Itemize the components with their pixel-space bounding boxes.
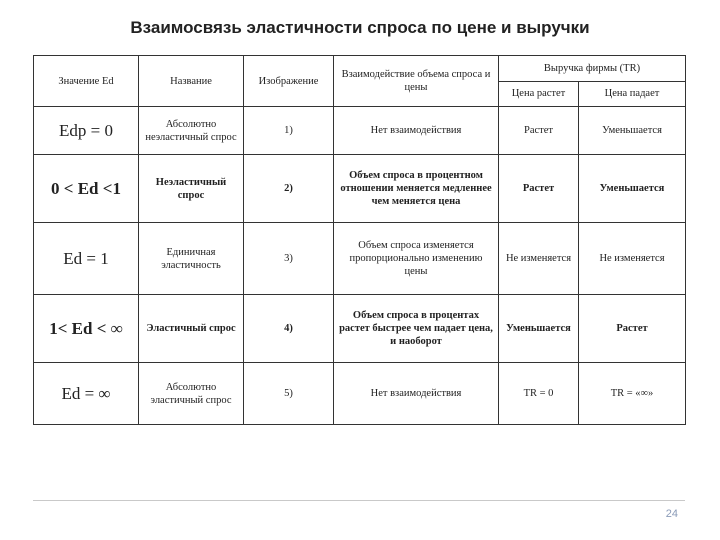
cell-interaction: Объем спроса изменяется пропорционально изменению цены xyxy=(334,223,499,295)
cell-name: Эластичный спрос xyxy=(139,295,244,363)
cell-price-down: Не изменяется xyxy=(579,223,686,295)
elasticity-table xyxy=(33,55,686,425)
table-row xyxy=(34,295,686,363)
cell-price-up: Не изменяется xyxy=(499,223,579,295)
cell-interaction: Нет взаимодействия xyxy=(334,107,499,155)
header-price-up: Цена растет xyxy=(499,81,579,107)
header-value: Значение Ed xyxy=(34,56,139,107)
cell-price-down: Уменьшается xyxy=(579,155,686,223)
header-row xyxy=(34,56,686,82)
cell-interaction: Нет взаимодействия xyxy=(334,363,499,425)
cell-price-up: Растет xyxy=(499,155,579,223)
cell-name: Абсолютно неэластичный спрос xyxy=(139,107,244,155)
cell-name: Неэластичный спрос xyxy=(139,155,244,223)
cell-value: Ed = 1 xyxy=(34,223,139,295)
cell-price-down: Растет xyxy=(579,295,686,363)
header-image: Изображение xyxy=(244,56,334,107)
cell-image: 4) xyxy=(244,295,334,363)
cell-image: 2) xyxy=(244,155,334,223)
table-row xyxy=(34,107,686,155)
cell-value: 1< Ed < ∞ xyxy=(34,295,139,363)
page-number: 24 xyxy=(665,508,678,520)
header-price-down: Цена падает xyxy=(579,81,686,107)
cell-value: 0 < Ed <1 xyxy=(34,155,139,223)
cell-price-up: Растет xyxy=(499,107,579,155)
cell-price-down: Уменьшается xyxy=(579,107,686,155)
table-row xyxy=(34,223,686,295)
cell-value: Edp = 0 xyxy=(34,107,139,155)
cell-name: Единичная эластичность xyxy=(139,223,244,295)
header-interaction: Взаимодействие объема спроса и цены xyxy=(334,56,499,107)
header-revenue: Выручка фирмы (TR) xyxy=(499,56,686,82)
cell-image: 5) xyxy=(244,363,334,425)
cell-image: 1) xyxy=(244,107,334,155)
cell-image: 3) xyxy=(244,223,334,295)
cell-interaction: Объем спроса в процентном отношении меняется медленнее чем меняется цена xyxy=(334,155,499,223)
cell-price-up: TR = 0 xyxy=(499,363,579,425)
cell-price-up: Уменьшается xyxy=(499,295,579,363)
header-name: Название xyxy=(139,56,244,107)
slide-title: Взаимосвязь эластичности спроса по цене и выручки xyxy=(130,18,590,37)
cell-name: Абсолютно эластичный спрос xyxy=(139,363,244,425)
cell-interaction: Объем спроса в процентах растет быстрее чем падает цена, и наоборот xyxy=(334,295,499,363)
table-row xyxy=(34,363,686,425)
cell-price-down: TR = «∞» xyxy=(579,363,686,425)
cell-value: Ed = ∞ xyxy=(34,363,139,425)
footer-divider xyxy=(33,500,685,501)
table-row xyxy=(34,155,686,223)
